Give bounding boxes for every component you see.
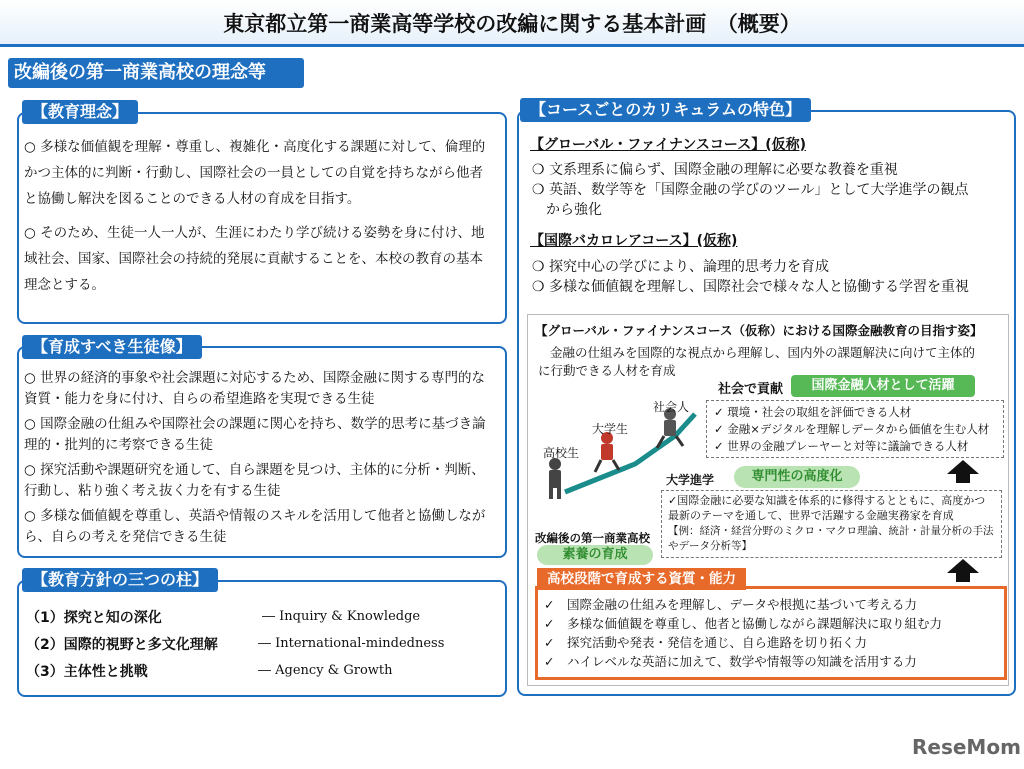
ability-item: ✓ 国際金融の仕組みを理解し、データや根拠に基づいて考える力 xyxy=(544,597,917,612)
society-item: ✓ 環境・社会の取組を評価できる人材 xyxy=(714,405,912,419)
page-title: 東京都立第一商業高等学校の改編に関する基本計画 （概要） xyxy=(223,12,801,36)
ability-item: ✓ 多様な価値観を尊重し、他者と協働しながら課題解決に取り組む力 xyxy=(544,616,942,631)
pillar-jp: （1）探究と知の深化 xyxy=(26,610,162,626)
society-item: ✓ 世界の金融プレーヤーと対等に議論できる人材 xyxy=(714,439,969,453)
university-pill: 専門性の高度化 xyxy=(734,466,860,488)
adult-label: 社会人 xyxy=(653,400,690,414)
society-pill: 国際金融人材として活躍 xyxy=(791,375,975,397)
arrow-stem xyxy=(956,473,970,483)
goal-intro: 金融の仕組みを国際的な視点から理解し、国内外の課題解決に向けて主体的に行動できる人材を育成 xyxy=(538,345,976,378)
high-school-figure xyxy=(549,458,561,499)
ib-item: ❍ 探究中心の学びにより、論理的思考力を育成 xyxy=(532,259,829,275)
high-school-label: 高校生 xyxy=(543,446,580,460)
section-title: 改編後の第一商業高校の理念等 xyxy=(8,58,304,88)
society-item: ✓ 金融×デジタルを理解しデータから価値を生む人材 xyxy=(714,422,990,436)
finance-item: ❍ 英語、数学等を「国際金融の学びのツール」として大学進学の観点 xyxy=(532,182,969,198)
pillar-jp: （3）主体性と挑戦 xyxy=(26,664,148,680)
resemom-logo: ReseMom xyxy=(912,735,1021,759)
student-image-tab: 【育成すべき生徒像】 xyxy=(22,335,202,359)
arrow-up-icon xyxy=(947,460,979,474)
ib-item: ❍ 多様な価値観を理解し、国際社会で様々な人と協働する学習を重視 xyxy=(532,279,969,295)
ability-item: ✓ 探究活動や発表・発信を通じ、自ら進路を切り拓く力 xyxy=(544,635,867,650)
university-path-label: 大学進学 xyxy=(666,473,715,487)
university-example: 【例：経済・経営分野のミクロ・マクロ理論、統計・計量分析の手法やデータ分析等】 xyxy=(668,525,994,552)
goal-title: 【グローバル・ファイナンスコース（仮称）における国際金融教育の目指す姿】 xyxy=(535,323,983,338)
courses-tab: 【コースごとのカリキュラムの特色】 xyxy=(520,98,811,122)
ability-item: ✓ ハイレベルな英語に加えて、数学や情報等の知識を活用する力 xyxy=(544,654,917,669)
arrow-up-icon xyxy=(947,559,979,573)
pillar-en: ― Agency & Growth xyxy=(258,663,393,678)
finance-item: ❍ 文系理系に偏らず、国際金融の理解に必要な教養を重視 xyxy=(532,162,898,178)
finance-item: から強化 xyxy=(532,202,602,218)
finance-course-heading: 【グローバル・ファイナンスコース】(仮称) xyxy=(530,137,806,153)
philosophy-tab: 【教育理念】 xyxy=(22,100,138,124)
pillar-jp: （2）国際的視野と多文化理解 xyxy=(26,637,218,653)
philosophy-p1: ○ 多様な価値観を理解・尊重し、複雑化・高度化する課題に対して、倫理的かつ主体的に判断・行動し、国際社会の一員としての自覚を持ちながら他者と協働し解決を図ることのできる人材の育成を目指す。 xyxy=(24,139,486,207)
pillar-en: ― International-mindedness xyxy=(258,636,445,651)
society-label: 社会で貢献 xyxy=(718,382,784,397)
university-figure xyxy=(595,432,619,472)
university-text: ✓国際金融に必要な知識を体系的に修得するとともに、高度かつ最新のテーマを通して、世界で活躍する金融実務家を育成 xyxy=(668,494,986,522)
pillar-en: ― Inquiry & Knowledge xyxy=(262,609,421,624)
arrow-stem xyxy=(956,572,970,582)
student-item: ○ 多様な価値観を尊重し、英語や情報のスキルを活用して他者と協働しながら、自らの考えを発信できる生徒 xyxy=(24,508,486,545)
university-label: 大学生 xyxy=(592,422,629,436)
student-item: ○ 国際金融の仕組みや国際社会の課題に関心を持ち、数学的思考に基づき論理的・批判的に考察できる生徒 xyxy=(24,416,486,453)
abilities-tab: 高校段階で育成する資質・能力 xyxy=(537,568,746,590)
school-pill: 素養の育成 xyxy=(537,545,653,565)
student-item: ○ 世界の経済的事象や社会課題に対応するため、国際金融に関する専門的な資質・能力を身に付け、自らの希望進路を実現できる生徒 xyxy=(24,370,486,407)
student-item: ○ 探究活動や課題研究を通して、自ら課題を見つけ、主体的に分析・判断、行動し、粘り強く考え抜く力を有する生徒 xyxy=(24,462,485,499)
pillars-tab: 【教育方針の三つの柱】 xyxy=(22,568,218,592)
ib-course-heading: 【国際バカロレアコース】(仮称) xyxy=(530,233,738,249)
philosophy-p2: ○ そのため、生徒一人一人が、生涯にわたり学び続ける姿勢を身に付け、地域社会、国家、国際社会の持続的発展に貢献することを、本校の教育の基本理念とする。 xyxy=(24,225,485,293)
school-label: 改編後の第一商業高校 xyxy=(535,531,650,545)
